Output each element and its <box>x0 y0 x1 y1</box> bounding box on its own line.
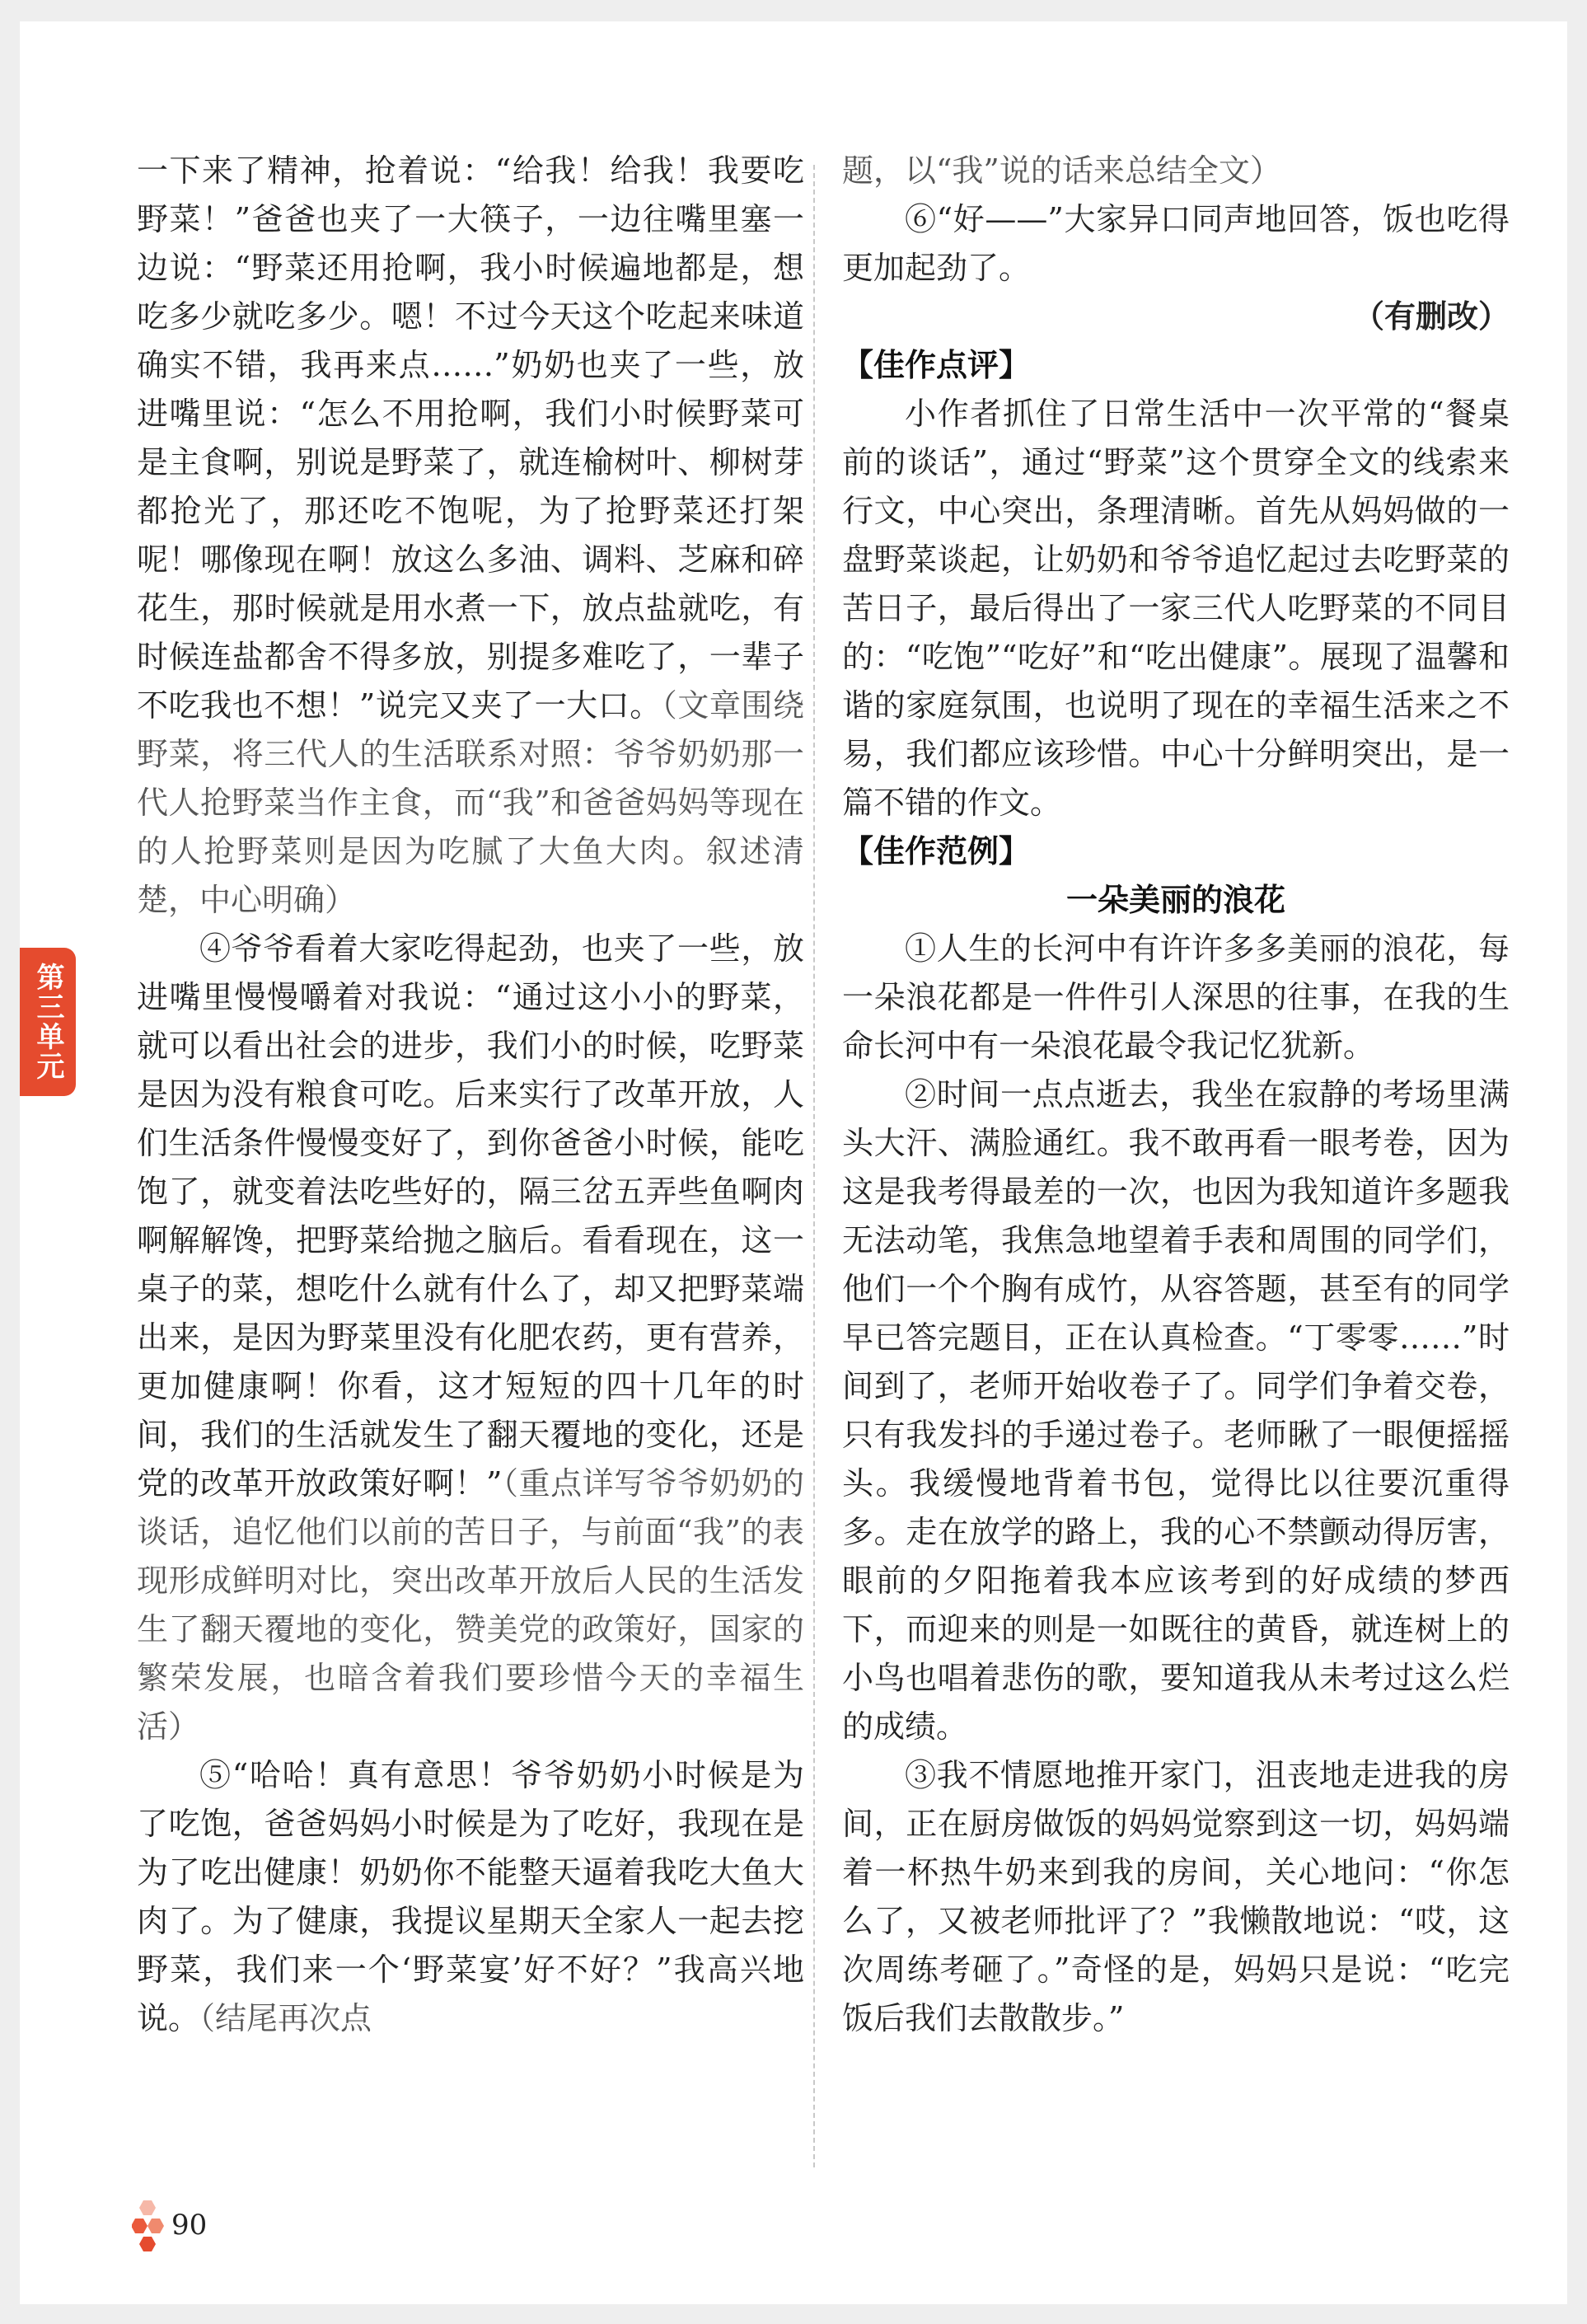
right-column <box>842 147 1510 2043</box>
review-text: 小作者抓住了日常生活中一次平常的“餐桌前的谈话”，通过“野菜”这个贯穿全文的线索来行文，中心突出，条理清晰。首先从妈妈做的一盘野菜谈起，让奶奶和爷爷追忆起过去吃野菜的苦日子，最后得出了一家三代人吃野菜的不同目的：“吃饱”“吃好”和“吃出健康”。展现了温馨和谐的家庭氛围，也说明了现在的幸福生活来之不易，我们都应该珍惜。中心十分鲜明突出，是一篇不错的作文。 <box>842 396 1510 821</box>
paragraph-text: 一下来了精神，抢着说：“给我！给我！我要吃野菜！”爸爸也夹了一大筷子，一边往嘴里塞一边说：“野菜还用抢啊，我小时候遍地都是，想吃多少就吃多少。嗯！不过今天这个吃起来味道确实不错，我再来点……”奶奶也夹了一些，放进嘴里说：“怎么不用抢啊，我们小时候野菜可是主食啊，别说是野菜了，就连榆树叶、柳树芽都抢光了，那还吃不饱呢，为了抢野菜还打架呢！哪像现在啊！放这么多油、调料、芝麻和碎花生，那时候就是用水煮一下，放点盐就吃，有时候连盐都舍不得多放，别提多难吃了，一辈子不吃我也不想！”说完又夹了一大口。 <box>137 152 804 724</box>
annotation-comment: （结尾再次点 <box>199 2000 372 2036</box>
page-number: 90 <box>171 2209 208 2242</box>
paragraph-text: ⑤“哈哈！真有意思！爷爷奶奶小时候是为了吃饱，爸爸妈妈小时候是为了吃好，我现在是为了吃出健康！奶奶你不能整天逼着我吃大鱼大肉了。为了健康，我提议星期天全家人一起去挖野菜，我们来一个‘野菜宴’好不好？”我高兴地说。 <box>137 1757 804 2036</box>
unit-tab: 第三单元 <box>20 948 76 1096</box>
left-column <box>137 147 804 2043</box>
essay-paragraph-2: ②时间一点点逝去，我坐在寂静的考场里满头大汗、满脸通红。我不敢再看一眼考卷，因为这是我考得最差的一次，也因为我知道许多题我无法动笔，我焦急地望着手表和周围的同学们，他们一个个胸有成竹，从容答题，甚至有的同学早已答完题目，正在认真检查。“丁零零……”时间到了，老师开始收卷子了。同学们争着交卷，只有我发抖的手递过卷子。老师瞅了一眼便摇摇头。我缓慢地背着书包，觉得比以往要沉重得多。走在放学的路上，我的心不禁颤动得厉害，眼前的夕阳拖着我本应该考到的好成绩的梦西下，而迎来的则是一如既往的黄昏，就连树上的小鸟也唱着悲伤的歌，要知道我从未考过这么烂的成绩。 <box>842 1076 1510 1745</box>
paragraph-text: ④爷爷看着大家吃得起劲，也夹了一些，放进嘴里慢慢嚼着对我说：“通过这小小的野菜，就可以看出社会的进步，我们小的时候，吃野菜是因为没有粮食可吃。后来实行了改革开放，人们生活条件慢慢变好了，到你爸爸小时候，能吃饱了，就变着法吃些好的，隔三岔五弄些鱼啊肉啊解解馋，把野菜给抛之脑后。看看现在，这一桌子的菜，想吃什么就有什么了，却又把野菜端出来，是因为野菜里没有化肥农药，更有营养，更加健康啊！你看，这才短短的四十几年的时间，我们的生活就发生了翻天覆地的变化，还是党的改革开放政策好啊！” <box>137 930 804 1502</box>
paragraph-3-continued <box>137 147 804 925</box>
essay-title: 一朵美丽的浪花 <box>1065 882 1285 918</box>
column-divider <box>813 165 815 2167</box>
review-heading: 【佳作点评】 <box>842 347 1031 383</box>
annotation-comment: （文章围绕野菜，将三代人的生活联系对照：爷爷奶奶那一代人抢野菜当作主食，而“我”和爸爸妈妈等现在的人抢野菜则是因为吃腻了大鱼大肉。叙述清楚，中心明确） <box>137 687 804 918</box>
essay-paragraph-3: ③我不情愿地推开家门，沮丧地走进我的房间，正在厨房做饭的妈妈觉察到这一切，妈妈端着一杯热牛奶来到我的房间，关心地问：“你怎么了，又被老师批评了？”我懒散地说：“哎，这次周练考砸了。”奇怪的是，妈妈只是说：“吃完饭后我们去散散步。” <box>842 1757 1510 2036</box>
annotation-comment-continued: 题，以“我”说的话来总结全文） <box>842 152 1281 189</box>
essay-paragraph-1: ①人生的长河中有许许多多美丽的浪花，每一朵浪花都是一件件引人深思的往事，在我的生命长河中有一朵浪花最令我记忆犹新。 <box>842 930 1510 1064</box>
paragraph-4 <box>137 925 804 1751</box>
paragraph-6: ⑥“好——”大家异口同声地回答，饭也吃得更加起劲了。 <box>842 201 1510 286</box>
source-note: （有删改） <box>1352 298 1510 335</box>
example-heading: 【佳作范例】 <box>842 833 1031 869</box>
annotation-comment: （重点详写爷爷奶奶的谈话，追忆他们以前的苦日子，与前面“我”的表现形成鲜明对比，突出改革开放后人民的生活发生了翻天覆地的变化，赞美党的政策好，国家的繁荣发展，也暗含着我们要珍惜今天的幸福生活） <box>137 1465 804 1745</box>
paragraph-5 <box>137 1751 804 2043</box>
